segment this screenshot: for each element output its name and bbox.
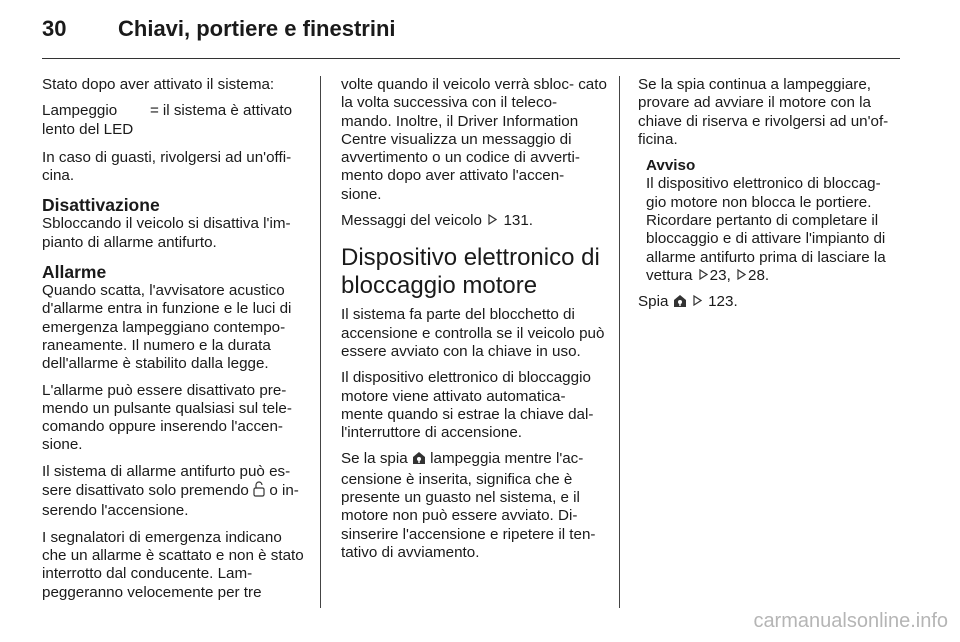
paragraph: L'allarme può essere disattivato pre- mendo un pulsante qualsiasi sul tele- comando oppure inserendo l'accen- sione. — [42, 381, 292, 454]
section-heading-allarme: Allarme — [42, 262, 107, 283]
header-rule — [42, 58, 900, 59]
page-reference[interactable]: 131. — [503, 212, 534, 230]
paragraph: I segnalatori di emergenza indicano che un allarme è scattato e non è stato interrotto dal conducente. Lam- peggeranno velocemente per tre — [42, 528, 304, 601]
page-reference-icon — [693, 293, 702, 311]
paragraph: Stato dopo aver attivato il sistema: — [42, 76, 275, 93]
watermark: carmanualsonline.info — [753, 610, 948, 632]
column-3 — [638, 76, 904, 322]
led-status-text: il sistema è attivato — [162, 102, 293, 120]
paragraph — [638, 293, 904, 313]
note-title: Avviso — [646, 157, 696, 175]
paragraph-text: Spia — [638, 293, 669, 311]
note-body: Il dispositivo elettronico di bloccag- gio motore non blocca le portiere. Ricordare pertanto di completare il bloccaggio e di attivare l'impianto di allarme antifurto prima di lasciare la vettura — [646, 175, 886, 284]
paragraph-text: Il sistema di allarme antifurto può es- sere disattivato solo premendo — [42, 462, 291, 500]
led-status-label: Lampeggio lento del LED — [42, 102, 134, 138]
page-reference-icon — [488, 212, 497, 230]
unlock-key-icon — [253, 481, 265, 502]
column-divider — [320, 76, 321, 608]
page-reference-icon — [699, 267, 708, 285]
column-divider — [619, 76, 620, 608]
page-reference-icon — [737, 267, 746, 285]
page-reference[interactable]: 23, — [709, 266, 731, 284]
page-reference[interactable]: 123. — [708, 293, 738, 311]
paragraph-text: Messaggi del veicolo — [341, 212, 482, 230]
paragraph: Quando scatta, l'avvisatore acustico d'allarme entra in funzione e le luci di emergenza lampeggiano contempo- raneamente. Il numero e la durata dell'allarme è stabilito dalla legge. — [42, 282, 292, 373]
paragraph — [341, 450, 607, 562]
equals-sign: = — [150, 102, 159, 120]
paragraph: Il dispositivo elettronico di bloccaggio motore viene attivato automatica- mente quando si estrae la chiave dal- l'interruttore di accensione. — [341, 369, 594, 442]
paragraph — [341, 212, 607, 230]
paragraph: volte quando il veicolo verrà sbloc- cato la volta successiva con il teleco- mando. Inoltre, il Driver Information Centre visualizza un messaggio di avvertimento o un codice di avverti- mento dopo aver attivato l'accen- sione. — [341, 76, 607, 203]
column-2 — [341, 76, 607, 570]
led-status-value — [150, 102, 304, 139]
chapter-title: Chiavi, portiere e finestrini — [118, 16, 396, 41]
page-reference[interactable]: 28. — [748, 266, 770, 284]
paragraph: In caso di guasti, rivolgersi ad un'offi- cina. — [42, 148, 292, 185]
paragraph: Sbloccando il veicolo si disattiva l'im- pianto di allarme antifurto. — [42, 215, 291, 251]
immobilizer-warning-icon — [412, 451, 426, 470]
paragraph-text: lampeggia mentre l'ac- censione è inserita, significa che è presente un guasto nel sistema, e il motore non può essere avviato. Di- sinserire l'accensione e ripetere il ten- tativo di avviamento. — [341, 450, 596, 561]
paragraph-text: Se la spia — [341, 450, 408, 468]
page-number: 30 — [42, 16, 67, 41]
section-heading-disattivazione: Disattivazione — [42, 195, 160, 216]
note-text — [646, 175, 904, 285]
paragraph: Il sistema fa parte del blocchetto di accensione e controlla se il veicolo può essere avviato con la chiave in uso. — [341, 306, 605, 360]
note-box — [638, 157, 904, 285]
section-heading-dispositivo: Dispositivo elettronico di bloccaggio motore — [341, 244, 600, 300]
led-status-row — [42, 102, 304, 139]
paragraph-text: o in- serendo l'accensione. — [42, 482, 299, 520]
immobilizer-warning-icon — [673, 294, 687, 313]
page-header — [42, 16, 902, 48]
column-1 — [42, 76, 304, 610]
paragraph: Se la spia continua a lampeggiare, provare ad avviare il motore con la chiave di riserva e rivolgersi ad un'of- ficina. — [638, 76, 889, 148]
paragraph — [42, 463, 304, 521]
